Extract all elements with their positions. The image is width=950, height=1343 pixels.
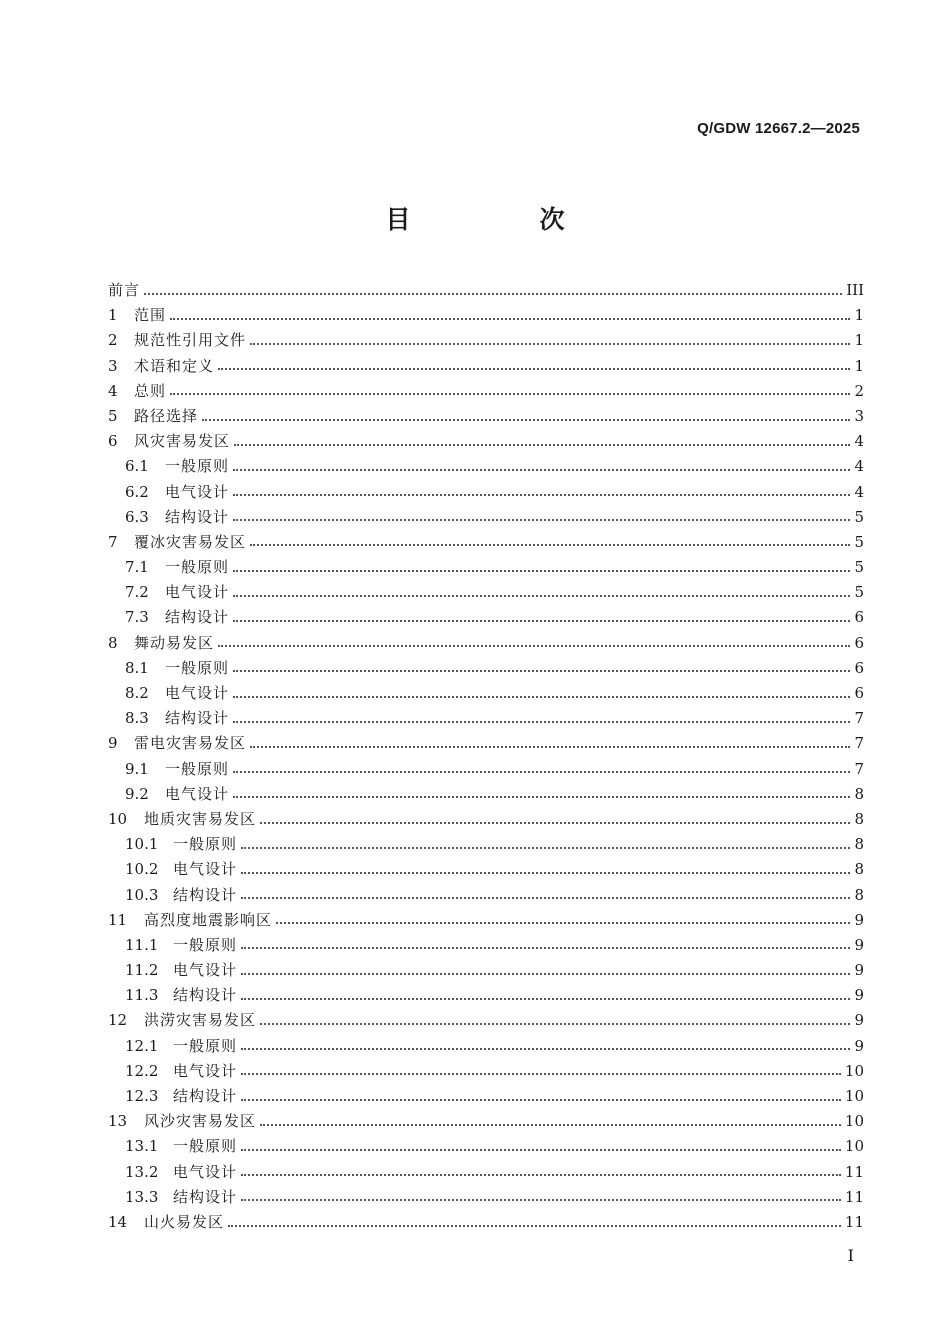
toc-entry-page: 11 xyxy=(844,1212,864,1231)
toc-entry[interactable] xyxy=(108,580,864,605)
toc-entry-number: 12.1 xyxy=(125,1036,159,1055)
toc-entry-page: 11 xyxy=(844,1162,864,1181)
toc-entry-page: 9 xyxy=(854,986,864,1005)
toc-entry[interactable] xyxy=(108,1185,864,1210)
toc-entry-number: 11.1 xyxy=(125,935,159,954)
toc-entry-title: 结构设计 xyxy=(173,1087,238,1105)
toc-entry-number: 8.1 xyxy=(125,658,149,677)
toc-entry-number: 8.2 xyxy=(125,684,149,702)
toc-entry-number: 11.3 xyxy=(125,986,159,1005)
toc-dot-leader xyxy=(241,897,850,899)
toc-dot-leader xyxy=(250,746,850,748)
toc-entry-page: 6 xyxy=(854,633,864,652)
toc-entry[interactable] xyxy=(108,807,864,832)
toc-entry-title: 风沙灾害易发区 xyxy=(144,1112,257,1131)
toc-entry-title: 一般原则 xyxy=(173,1036,238,1055)
toc-dot-leader xyxy=(233,519,850,521)
toc-dot-leader xyxy=(234,444,850,446)
toc-entry-number: 10.3 xyxy=(125,885,159,904)
toc-entry-page: 8 xyxy=(854,885,864,904)
toc-entry-page: 11 xyxy=(844,1187,864,1206)
toc-entry[interactable] xyxy=(108,1034,864,1059)
toc-entry-number: 6.1 xyxy=(125,457,149,476)
toc-entry-title: 一般原则 xyxy=(173,1137,238,1156)
toc-dot-leader xyxy=(233,469,850,471)
toc-entry-title: 结构设计 xyxy=(165,709,230,728)
toc-dot-leader xyxy=(241,1199,841,1201)
toc-entry-number: 9 xyxy=(108,734,118,753)
toc-entry-number: 5 xyxy=(108,406,118,425)
toc-dot-leader xyxy=(241,1048,850,1050)
toc-dot-leader xyxy=(241,973,850,975)
toc-dot-leader xyxy=(170,318,850,320)
toc-entry-title: 电气设计 xyxy=(165,583,230,602)
toc-entry-title: 范围 xyxy=(134,306,167,325)
toc-entry[interactable] xyxy=(108,404,864,429)
toc-entry[interactable] xyxy=(108,1210,864,1235)
toc-entry[interactable] xyxy=(108,832,864,857)
toc-entry-number: 12 xyxy=(108,1011,128,1030)
toc-dot-leader xyxy=(241,1073,841,1075)
toc-dot-leader xyxy=(241,998,850,1000)
toc-entry-number: 6 xyxy=(108,432,118,451)
toc-entry-number: 8 xyxy=(108,633,118,652)
toc-entry-page: 6 xyxy=(854,608,864,627)
toc-entry-title: 覆冰灾害易发区 xyxy=(134,532,247,551)
toc-entry-page: 1 xyxy=(854,306,864,325)
toc-dot-leader xyxy=(228,1225,841,1227)
toc-entry-number: 2 xyxy=(108,331,118,350)
toc-dot-leader xyxy=(241,947,850,949)
toc-entry-title: 电气设计 xyxy=(173,1162,238,1181)
toc-entry[interactable] xyxy=(108,656,864,681)
toc-entry-title: 结构设计 xyxy=(165,507,230,526)
toc-dot-leader xyxy=(144,293,842,295)
toc-entry-title: 雷电灾害易发区 xyxy=(134,734,247,753)
toc-dot-leader xyxy=(241,1099,841,1101)
toc-entry-title: 术语和定义 xyxy=(134,356,215,375)
toc-entry-title: 结构设计 xyxy=(173,986,238,1005)
toc-entry-number: 9.2 xyxy=(125,784,149,803)
toc-entry-page: 9 xyxy=(854,961,864,980)
toc-entry-number: 7 xyxy=(108,532,118,551)
toc-entry-title: 洪涝灾害易发区 xyxy=(144,1011,257,1030)
toc-entry-title: 前言 xyxy=(108,281,141,299)
toc-entry-page: 4 xyxy=(854,457,864,476)
toc-entry-title: 电气设计 xyxy=(165,482,230,501)
toc-entry-page: 6 xyxy=(854,658,864,677)
toc-entry-title: 一般原则 xyxy=(165,558,230,577)
toc-entry-page: 9 xyxy=(854,1011,864,1030)
toc-entry-page: 10 xyxy=(844,1137,864,1156)
toc-entry-page: 7 xyxy=(854,709,864,728)
toc-dot-leader xyxy=(241,1149,841,1151)
toc-entry[interactable] xyxy=(108,731,864,756)
toc-entry-number: 6.2 xyxy=(125,482,149,501)
toc-dot-leader xyxy=(260,1023,850,1025)
toc-entry-page: 6 xyxy=(854,684,864,702)
toc-dot-leader xyxy=(202,419,850,421)
toc-entry-title: 路径选择 xyxy=(134,406,199,425)
toc-entry[interactable] xyxy=(108,605,864,630)
toc-entry-page: 5 xyxy=(854,558,864,577)
toc-entry[interactable] xyxy=(108,958,864,983)
toc-entry-title: 一般原则 xyxy=(165,658,230,677)
toc-dot-leader xyxy=(250,544,850,546)
toc-entry-page: 4 xyxy=(854,482,864,501)
toc-dot-leader xyxy=(233,696,850,698)
toc-entry-title: 电气设计 xyxy=(173,1061,238,1080)
page-title: 目 次 xyxy=(385,205,617,234)
toc-entry-title: 地质灾害易发区 xyxy=(144,809,257,828)
toc-entry-number: 9.1 xyxy=(125,759,149,778)
toc-entry-page: 9 xyxy=(854,1036,864,1055)
toc-entry[interactable] xyxy=(108,1008,864,1033)
toc-entry-title: 一般原则 xyxy=(165,457,230,476)
toc-entry[interactable] xyxy=(108,908,864,933)
toc-entry[interactable] xyxy=(108,757,864,782)
toc-entry[interactable] xyxy=(108,933,864,958)
toc-entry-title: 结构设计 xyxy=(173,885,238,904)
toc-dot-leader xyxy=(241,847,850,849)
toc-entry-title: 规范性引用文件 xyxy=(134,331,247,350)
page-number: I xyxy=(847,1246,854,1265)
toc-entry-page: 7 xyxy=(854,734,864,753)
toc-entry-title: 电气设计 xyxy=(165,784,230,803)
toc-entry-number: 12.2 xyxy=(125,1061,159,1080)
toc-entry-title: 高烈度地震影响区 xyxy=(144,910,273,929)
toc-entry-number: 13 xyxy=(108,1112,128,1131)
toc-entry-number: 11 xyxy=(108,910,128,929)
toc-entry-title: 结构设计 xyxy=(173,1187,238,1206)
toc-entry[interactable] xyxy=(108,1134,864,1159)
toc-entry[interactable] xyxy=(108,681,864,706)
document-code: Q/GDW 12667.2—2025 xyxy=(697,120,860,137)
toc-entry-page: 4 xyxy=(854,432,864,451)
toc-entry-title: 电气设计 xyxy=(165,684,230,702)
toc-dot-leader xyxy=(233,620,850,622)
toc-entry-number: 10 xyxy=(108,809,128,828)
toc-entry[interactable] xyxy=(108,555,864,580)
toc-entry-page: III xyxy=(846,281,864,299)
toc-dot-leader xyxy=(233,570,850,572)
toc-entry[interactable] xyxy=(108,429,864,454)
toc-entry[interactable] xyxy=(108,1109,864,1134)
toc-entry-number: 3 xyxy=(108,356,118,375)
toc-entry[interactable] xyxy=(108,379,864,404)
toc-entry[interactable] xyxy=(108,857,864,882)
toc-dot-leader xyxy=(276,922,850,924)
toc-entry-title: 一般原则 xyxy=(173,835,238,854)
toc-entry-page: 5 xyxy=(854,507,864,526)
toc-entry[interactable] xyxy=(108,480,864,505)
toc-entry-page: 3 xyxy=(854,406,864,425)
toc-dot-leader xyxy=(260,1124,841,1126)
toc-entry[interactable] xyxy=(108,328,864,353)
toc-dot-leader xyxy=(218,645,850,647)
toc-entry-number: 1 xyxy=(108,306,118,325)
toc-entry[interactable] xyxy=(108,530,864,555)
toc-entry[interactable] xyxy=(108,278,864,303)
toc-entry[interactable] xyxy=(108,354,864,379)
toc-entry-page: 5 xyxy=(854,583,864,602)
toc-entry-title: 电气设计 xyxy=(173,860,238,879)
toc-entry-page: 8 xyxy=(854,860,864,879)
toc-dot-leader xyxy=(233,494,850,496)
toc-entry-title: 一般原则 xyxy=(165,759,230,778)
toc-entry[interactable] xyxy=(108,983,864,1008)
table-of-contents xyxy=(108,278,864,1235)
toc-entry-number: 13.1 xyxy=(125,1137,159,1156)
toc-entry-number: 7.3 xyxy=(125,608,149,627)
toc-entry-number: 14 xyxy=(108,1212,128,1231)
toc-entry-number: 11.2 xyxy=(125,961,159,980)
toc-dot-leader xyxy=(233,771,850,773)
toc-entry-title: 一般原则 xyxy=(173,935,238,954)
toc-entry-title: 舞动易发区 xyxy=(134,633,215,652)
toc-entry[interactable] xyxy=(108,1059,864,1084)
toc-entry[interactable] xyxy=(108,303,864,328)
toc-dot-leader xyxy=(233,595,850,597)
toc-entry-number: 7.1 xyxy=(125,558,149,577)
toc-entry[interactable] xyxy=(108,706,864,731)
toc-entry[interactable] xyxy=(108,505,864,530)
toc-entry-number: 10.2 xyxy=(125,860,159,879)
toc-entry-number: 12.3 xyxy=(125,1087,159,1105)
toc-dot-leader xyxy=(233,796,850,798)
toc-entry-page: 1 xyxy=(854,331,864,350)
toc-entry-title: 电气设计 xyxy=(173,961,238,980)
toc-entry-number: 6.3 xyxy=(125,507,149,526)
toc-entry[interactable] xyxy=(108,782,864,807)
toc-entry-page: 5 xyxy=(854,532,864,551)
toc-dot-leader xyxy=(218,368,850,370)
toc-entry-page: 10 xyxy=(844,1112,864,1131)
toc-entry-page: 8 xyxy=(854,784,864,803)
toc-entry-page: 1 xyxy=(854,356,864,375)
toc-entry-number: 8.3 xyxy=(125,709,149,728)
toc-entry-title: 风灾害易发区 xyxy=(134,432,231,451)
toc-entry-number: 4 xyxy=(108,381,118,400)
toc-entry-page: 7 xyxy=(854,759,864,778)
toc-entry-title: 山火易发区 xyxy=(144,1212,225,1231)
toc-entry-number: 7.2 xyxy=(125,583,149,602)
toc-entry[interactable] xyxy=(108,631,864,656)
toc-entry-page: 8 xyxy=(854,835,864,854)
toc-entry-number: 10.1 xyxy=(125,835,159,854)
toc-entry-number: 13.3 xyxy=(125,1187,159,1206)
toc-entry-number: 13.2 xyxy=(125,1162,159,1181)
toc-entry-page: 2 xyxy=(854,381,864,400)
toc-entry-page: 9 xyxy=(854,910,864,929)
toc-entry-page: 10 xyxy=(844,1087,864,1105)
toc-dot-leader xyxy=(233,721,850,723)
toc-entry[interactable] xyxy=(108,1084,864,1109)
toc-dot-leader xyxy=(233,670,850,672)
toc-entry-page: 8 xyxy=(854,809,864,828)
toc-entry-title: 总则 xyxy=(134,381,167,400)
toc-entry-page: 9 xyxy=(854,935,864,954)
toc-dot-leader xyxy=(250,343,850,345)
toc-entry[interactable] xyxy=(108,1160,864,1185)
toc-dot-leader xyxy=(241,872,850,874)
toc-dot-leader xyxy=(241,1174,841,1176)
toc-entry[interactable] xyxy=(108,883,864,908)
toc-entry[interactable] xyxy=(108,454,864,479)
toc-dot-leader xyxy=(170,393,850,395)
toc-dot-leader xyxy=(260,822,850,824)
toc-entry-page: 10 xyxy=(844,1061,864,1080)
toc-entry-title: 结构设计 xyxy=(165,608,230,627)
